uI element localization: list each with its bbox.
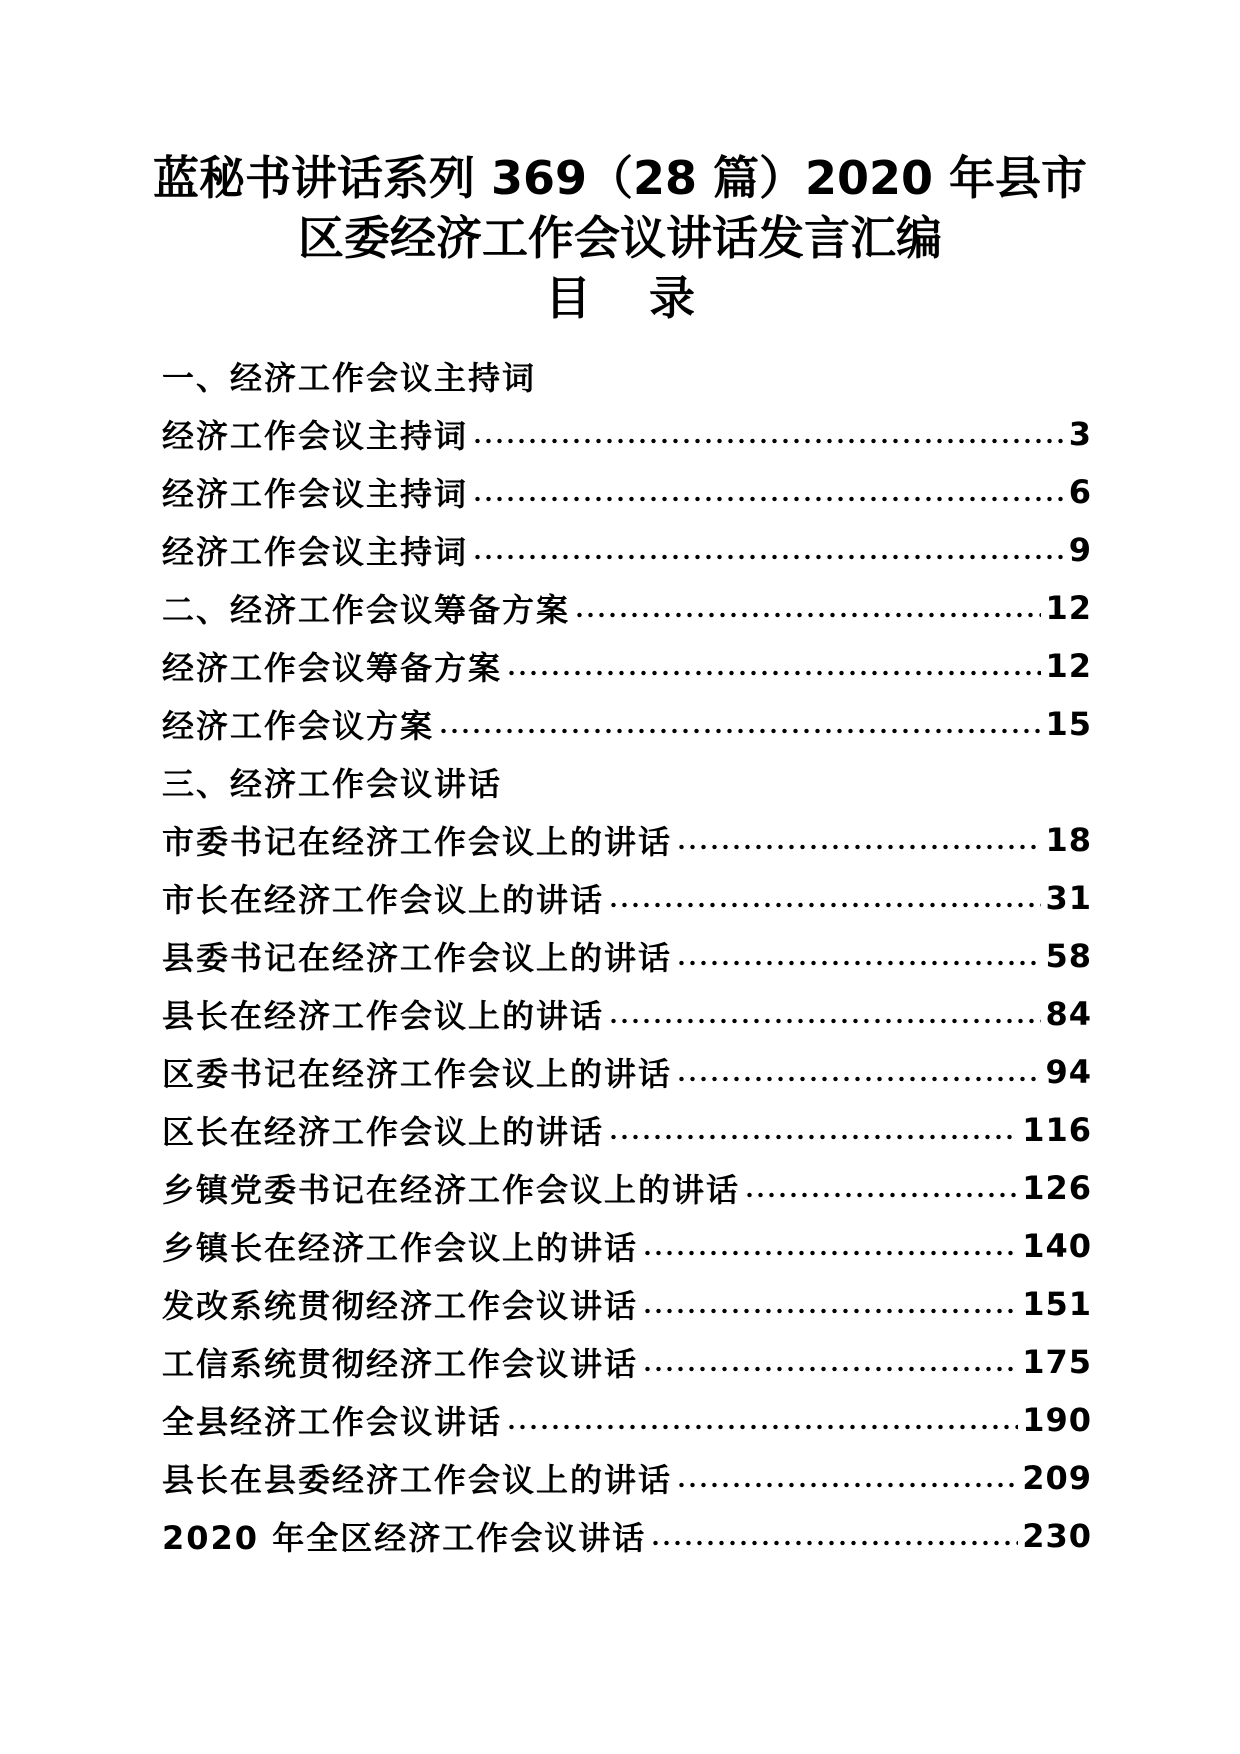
toc-entry-label: 工信系统贯彻经济工作会议讲话 xyxy=(162,1345,639,1383)
table-of-contents xyxy=(162,347,1092,1565)
toc-dot-leader xyxy=(642,1306,1018,1316)
toc-dot-leader xyxy=(676,1074,1041,1084)
toc-dot-leader xyxy=(472,436,1065,446)
toc-entry-label: 经济工作会议主持词 xyxy=(162,475,469,513)
toc-page-number: 84 xyxy=(1045,995,1092,1033)
toc-entry-label: 区长在经济工作会议上的讲话 xyxy=(162,1113,605,1151)
title-block xyxy=(0,148,1240,328)
toc-page-number: 190 xyxy=(1022,1401,1092,1439)
toc-page-number: 209 xyxy=(1022,1459,1092,1497)
toc-dot-leader xyxy=(676,1480,1018,1490)
toc-entry[interactable] xyxy=(162,521,1092,579)
document-title-line-2: 区委经济工作会议讲话发言汇编 xyxy=(298,211,942,265)
toc-page-number: 230 xyxy=(1022,1517,1092,1555)
toc-entry-label: 乡镇党委书记在经济工作会议上的讲话 xyxy=(162,1171,741,1209)
toc-entry[interactable] xyxy=(162,1101,1092,1159)
toc-entry[interactable] xyxy=(162,1449,1092,1507)
toc-entry[interactable] xyxy=(162,1333,1092,1391)
toc-dot-leader xyxy=(676,958,1041,968)
toc-entry[interactable] xyxy=(162,1043,1092,1101)
toc-dot-leader xyxy=(608,1132,1018,1142)
toc-section-heading[interactable] xyxy=(162,347,1092,405)
toc-entry[interactable] xyxy=(162,985,1092,1043)
toc-entry-label: 二、经济工作会议筹备方案 xyxy=(162,591,571,629)
document-title-line-1: 蓝秘书讲话系列 369（28 篇）2020 年县市 xyxy=(152,151,1088,205)
toc-page-number: 6 xyxy=(1068,473,1092,511)
toc-entry[interactable] xyxy=(162,869,1092,927)
toc-page-number: 151 xyxy=(1022,1285,1092,1323)
toc-page-number: 12 xyxy=(1045,647,1092,685)
toc-entry-label: 发改系统贯彻经济工作会议讲话 xyxy=(162,1287,639,1325)
toc-dot-leader xyxy=(642,1364,1018,1374)
toc-entry-label: 经济工作会议筹备方案 xyxy=(162,649,503,687)
toc-dot-leader xyxy=(506,1422,1018,1432)
toc-entry-label: 经济工作会议方案 xyxy=(162,707,435,745)
toc-dot-leader xyxy=(642,1248,1018,1258)
toc-dot-leader xyxy=(472,552,1065,562)
toc-entry-label: 市长在经济工作会议上的讲话 xyxy=(162,881,605,919)
toc-dot-leader xyxy=(676,842,1041,852)
toc-entry-label: 县长在县委经济工作会议上的讲话 xyxy=(162,1461,673,1499)
toc-page-number: 116 xyxy=(1022,1111,1092,1149)
toc-entry-label: 乡镇长在经济工作会议上的讲话 xyxy=(162,1229,639,1267)
toc-entry-label: 三、经济工作会议讲话 xyxy=(162,765,503,803)
toc-entry[interactable] xyxy=(162,1217,1092,1275)
toc-dot-leader xyxy=(608,1016,1041,1026)
toc-entry-label: 区委书记在经济工作会议上的讲话 xyxy=(162,1055,673,1093)
toc-entry[interactable] xyxy=(162,1159,1092,1217)
toc-page-number: 9 xyxy=(1068,531,1092,569)
toc-entry-label: 全县经济工作会议讲话 xyxy=(162,1403,503,1441)
toc-page-number: 175 xyxy=(1022,1343,1092,1381)
toc-entry-label: 市委书记在经济工作会议上的讲话 xyxy=(162,823,673,861)
toc-entry-label: 县长在经济工作会议上的讲话 xyxy=(162,997,605,1035)
toc-dot-leader xyxy=(608,900,1041,910)
toc-entry-label: 经济工作会议主持词 xyxy=(162,533,469,571)
toc-page-number: 140 xyxy=(1022,1227,1092,1265)
toc-entry[interactable] xyxy=(162,1507,1092,1565)
toc-page-number: 58 xyxy=(1045,937,1092,975)
toc-dot-leader xyxy=(472,494,1065,504)
toc-page-number: 31 xyxy=(1045,879,1092,917)
toc-page-number: 15 xyxy=(1045,705,1092,743)
toc-dot-leader xyxy=(650,1538,1018,1548)
toc-entry[interactable] xyxy=(162,927,1092,985)
toc-heading: 目录 xyxy=(545,271,753,325)
toc-section-heading[interactable] xyxy=(162,753,1092,811)
toc-entry[interactable] xyxy=(162,463,1092,521)
toc-entry-label: 经济工作会议主持词 xyxy=(162,417,469,455)
toc-entry[interactable] xyxy=(162,695,1092,753)
toc-entry-label: 一、经济工作会议主持词 xyxy=(162,359,537,397)
toc-entry[interactable] xyxy=(162,1391,1092,1449)
toc-page-number: 12 xyxy=(1045,589,1092,627)
toc-dot-leader xyxy=(744,1190,1018,1200)
toc-entry[interactable] xyxy=(162,811,1092,869)
toc-dot-leader xyxy=(438,726,1041,736)
toc-entry-label: 县委书记在经济工作会议上的讲话 xyxy=(162,939,673,977)
toc-page-number: 18 xyxy=(1045,821,1092,859)
toc-entry-label: 2020 年全区经济工作会议讲话 xyxy=(162,1519,647,1557)
toc-entry[interactable] xyxy=(162,579,1092,637)
toc-entry[interactable] xyxy=(162,637,1092,695)
toc-dot-leader xyxy=(506,668,1041,678)
toc-page-number: 3 xyxy=(1068,415,1092,453)
toc-dot-leader xyxy=(574,610,1041,620)
toc-page-number: 94 xyxy=(1045,1053,1092,1091)
toc-page-number: 126 xyxy=(1022,1169,1092,1207)
toc-entry[interactable] xyxy=(162,1275,1092,1333)
toc-entry[interactable] xyxy=(162,405,1092,463)
